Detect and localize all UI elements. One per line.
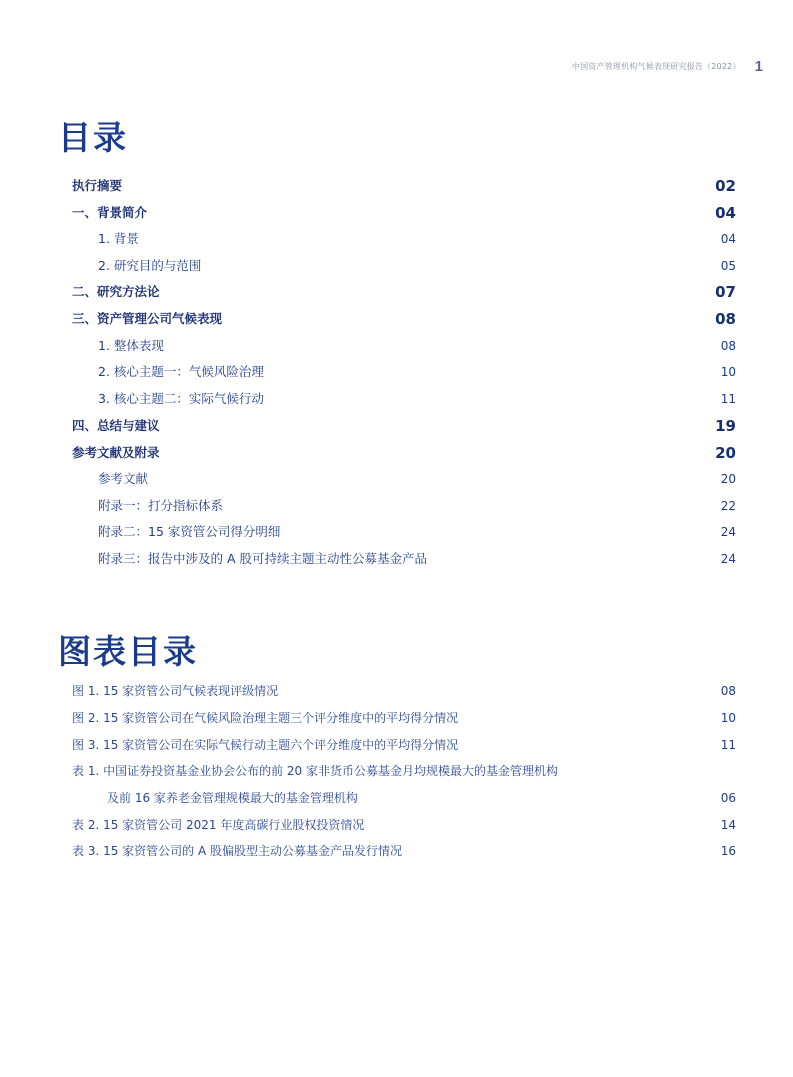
toc-entry-theme-two[interactable]	[0, 389, 793, 409]
toc-entry-page: 05	[720, 259, 736, 273]
toc-entry-page: 19	[715, 417, 736, 435]
table-entry-label: 表 3. 15 家资管公司的 A 股偏股型主动公募基金产品发行情况	[72, 844, 403, 858]
figure-entry-3[interactable]	[0, 735, 793, 755]
toc-entry-label: 1. 背景	[98, 231, 139, 246]
toc-entry-label: 执行摘要	[72, 178, 123, 193]
running-title: 中国资产管理机构气候表现研究报告（2022）	[571, 62, 741, 71]
toc-entry-references[interactable]	[0, 469, 793, 489]
toc-entry-page: 08	[720, 339, 736, 353]
table-entry-page: 06	[720, 791, 736, 805]
table-entry-1-continuation[interactable]	[0, 788, 793, 808]
toc-entry-page: 20	[720, 472, 736, 486]
table-entry-3[interactable]	[0, 841, 793, 861]
toc-entry-page: 10	[720, 365, 736, 379]
toc-entry-label: 附录二：15 家资管公司得分明细	[98, 524, 281, 539]
table-entry-label: 表 1. 中国证券投资基金业协会公布的前 20 家非货币公募基金月均规模最大的基金管理机构	[72, 764, 558, 778]
toc-entry-page: 04	[720, 232, 736, 246]
toc-entry-appendix-three[interactable]	[0, 549, 793, 569]
table-entry-label: 及前 16 家养老金管理规模最大的基金管理机构	[107, 791, 358, 805]
figure-entry-page: 11	[720, 738, 736, 752]
figure-entry-label: 图 1. 15 家资管公司气候表现评级情况	[72, 684, 279, 698]
toc-entry-label: 参考文献及附录	[72, 445, 160, 460]
toc-entry-label: 2. 核心主题一：气候风险治理	[98, 364, 264, 379]
toc-entry-climate-performance[interactable]	[0, 309, 793, 329]
toc-entry-page: 20	[715, 444, 736, 462]
toc-entry-label: 参考文献	[98, 471, 149, 486]
toc-entry-page: 11	[720, 392, 736, 406]
toc-entry-conclusion[interactable]	[0, 416, 793, 436]
toc-entry-page: 24	[720, 552, 736, 566]
toc-entry-executive-summary[interactable]	[0, 176, 793, 196]
figures-toc-title: 图表目录	[58, 632, 198, 671]
running-header	[572, 58, 763, 75]
toc-entry-background-intro[interactable]	[0, 203, 793, 223]
toc-entry-label: 附录三：报告中涉及的 A 股可持续主题主动性公募基金产品	[98, 551, 427, 566]
toc-entry-label: 1. 整体表现	[98, 338, 164, 353]
toc-entry-page: 04	[715, 204, 736, 222]
toc-entry-label: 四、总结与建议	[72, 418, 160, 433]
toc-entry-page: 07	[715, 283, 736, 301]
toc-entry-appendix-two[interactable]	[0, 522, 793, 542]
toc-entry-label: 附录一：打分指标体系	[98, 498, 224, 513]
toc-entry-page: 08	[715, 310, 736, 328]
toc-entry-appendix-one[interactable]	[0, 496, 793, 516]
toc-entry-theme-one[interactable]	[0, 362, 793, 382]
toc-entry-label: 二、研究方法论	[72, 284, 160, 299]
table-entry-2[interactable]	[0, 815, 793, 835]
toc-entry-label: 三、资产管理公司气候表现	[72, 311, 223, 326]
toc-entry-label: 3. 核心主题二：实际气候行动	[98, 391, 264, 406]
page-number: 1	[754, 58, 763, 75]
toc-entry-purpose-scope[interactable]	[0, 256, 793, 276]
toc-entry-references-appendix[interactable]	[0, 443, 793, 463]
toc-title: 目录	[58, 118, 128, 157]
toc-entry-background[interactable]	[0, 229, 793, 249]
figure-entry-1[interactable]	[0, 681, 793, 701]
toc-entry-overall[interactable]	[0, 336, 793, 356]
table-entry-label: 表 2. 15 家资管公司 2021 年度高碳行业股权投资情况	[72, 818, 365, 832]
figure-entry-page: 08	[720, 684, 736, 698]
toc-entry-page: 22	[720, 499, 736, 513]
toc-entry-label: 2. 研究目的与范围	[98, 258, 202, 273]
toc-entry-methodology[interactable]	[0, 282, 793, 302]
toc-entry-page: 24	[720, 525, 736, 539]
figure-entry-2[interactable]	[0, 708, 793, 728]
table-entry-page: 16	[720, 844, 736, 858]
toc-entry-label: 一、背景简介	[72, 205, 148, 220]
table-entry-1[interactable]	[0, 761, 793, 781]
figure-entry-label: 图 3. 15 家资管公司在实际气候行动主题六个评分维度中的平均得分情况	[72, 738, 459, 752]
figure-entry-label: 图 2. 15 家资管公司在气候风险治理主题三个评分维度中的平均得分情况	[72, 711, 459, 725]
table-entry-page: 14	[720, 818, 736, 832]
toc-entry-page: 02	[715, 177, 736, 195]
figure-entry-page: 10	[720, 711, 736, 725]
